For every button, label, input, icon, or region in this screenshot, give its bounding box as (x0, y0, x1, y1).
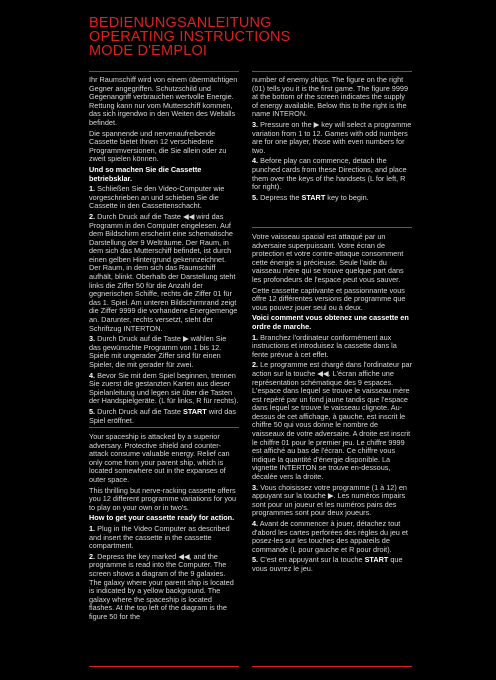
english-intro: Your spaceship is attacked by a superior adversary. Protective shield and counter-attack consume valuable energy. Relief can only come from your parent ship, which is located somewhere out in the expanses of outer space. (89, 432, 230, 484)
german-section (89, 76, 239, 427)
english-step-5: 5. Depress the START key to begin. (252, 192, 369, 202)
german-intro-2: Die spannende und nervenaufreibende Cassette bietet Ihnen 12 verschiedene Programmversionen, die Sie allein oder zu zweit spielen können. (89, 128, 227, 164)
french-step-2: 2. Le programme est chargé dans l'ordinateur par action sur la touche ◀◀. L'écran affiche une représentation schématique des 9 espaces. L'espace dans lequel se trouve le vaisseau mère est repéré par un fond jaune tandis que l'espace dans lequel se trouve le vaisseau clignote. Au-dessus de cet affichage, à gauche, est inscrit le chiffre 50 qui vous donne le nombre de vaisseaux de votre adversaire. A droite est inscrit le chiffre 01 pour le premier jeu. Le chiffre 9999 est affiché au bas de l'écran. Ce chiffre vous indique la quantité d'énergie disponible. La vignette INTERTON se trouve en-dessous, décalée vers la droite. (252, 360, 412, 482)
french-intro: Votre vaisseau spacial est attaqué par un adversaire superpuissant. Votre écran de protection et votre contre-attaque consomment cette énergie si précieuse. Seule l'aide du vaisseau mère qui se trouve quelque part dans les profondeurs de l'espace peut vous sauver. (252, 232, 404, 284)
french-step-4: 4. Avant de commencer à jouer, détachez tout d'abord les cartes perforées des règles du jeu et posez-les sur les touches des appareils de commande (L pour gauche et R pour droit). (252, 519, 408, 554)
divider-top-right (252, 71, 412, 72)
german-step-1: 1. Schließen Sie den Video-Computer wie vorgeschrieben an und schieben Sie die Cassette in den Cassettenschacht. (89, 184, 225, 211)
title-block (89, 16, 419, 58)
french-step-5: 5. C'est en appuyant sur la touche START que vous ouvrez le jeu. (252, 555, 403, 573)
german-step-4: 4. Bevor Sie mit dem Spiel beginnen, trennen Sie zuerst die gestanzten Karten aus dieser Spielanleitung und legen sie über die Tasten der Handspielgeräte. (L für links, R für rechts). (89, 370, 239, 406)
german-step-5: 5. Durch Druck auf die Taste START wird das Spiel eröffnet. (89, 406, 236, 425)
english-heading: How to get your cassette ready for action. (89, 513, 235, 523)
title-german: BEDIENUNGSANLEITUNG (89, 15, 272, 31)
english-step-3: 3. Pressure on the ▶ key will select a programme variation from 1 to 12. Games with odd numbers are for one player, those with even numbers for two. (252, 119, 412, 155)
divider-top-left (89, 71, 239, 72)
french-heading: Voici comment vous obtenez une cassette en ordre de marche. (252, 313, 409, 331)
german-step-3: 3. Durch Druck auf die Taste ▶ wählen Sie das gewünschte Programm von 1 bis 12. Spiele mit ungerader Ziffer sind für einen Spieler, die mit gerader für zwei. (89, 334, 227, 369)
german-intro: Ihr Raumschiff wird von einem übermächtigen Gegner angegriffen. Schutzschild und Gegenangriff verbrauchen wertvolle Energie. Rettung kann nur vom Mutterschiff kommen, das sich irgendwo in den Weiten des Weltalls befindet. (89, 75, 238, 127)
divider-mid-right (252, 227, 412, 228)
french-step-3: 3. Vous choisissez votre programme (1 à 12) en appuyant sur la touche ▶. Les numéros impairs sont pour un joueur et les numéros pairs des programmes sont pour deux joueurs. (252, 482, 407, 518)
english-step-4: 4. Before play can commence, detach the punched cards from these Directions, and place them over the keys of the handsets (L for left, R for right). (252, 156, 407, 192)
french-section (252, 233, 412, 576)
divider-bottom-right (252, 666, 412, 667)
title-french: MODE D'EMPLOI (89, 43, 208, 59)
french-intro-2: Cette cassette captivante et passionnante vous offre 12 différentes versions de programme que vous pouvez jouer seul ou à deux. (252, 285, 406, 312)
french-step-1: 1. Branchez l'ordinateur conformément aux instructions et introduisez la cassette dans la fente prévue à cet effet. (252, 332, 397, 359)
english-intro-2: This thrilling but nerve-racking cassette offers you 12 different programme variations for you to play on your own or in two's. (89, 485, 237, 512)
english-continued-text: number of enemy ships. The figure on the right (01) tells you it is the first game. The figure 9999 at the bottom of the screen indicates the supply of energy available. Below this to the right is the name INTERON. (252, 75, 409, 119)
english-step-2: 2. Depress the key marked ◀◀, and the programme is read into the Computer. The screen shows a diagram of the 9 galaxies. The galaxy where your parent ship is located is indicated by a yellow background. The galaxy where the spaceship is located flashes. At the top left of the diagram is the figure 50 for the (89, 551, 234, 621)
english-step-1: 1. Plug in the Video Computer as described and insert the cassette in the cassette compartment. (89, 523, 230, 551)
title-english: OPERATING INSTRUCTIONS (89, 29, 291, 45)
divider-bottom-left (89, 666, 239, 667)
german-heading: Und so machen Sie die Cassette betriebsklar. (89, 164, 202, 183)
english-section (89, 433, 239, 623)
english-continued-section (252, 76, 412, 204)
german-step-2: 2. Durch Druck auf die Taste ◀◀ wird das Programm in den Computer eingelesen. Auf dem Bildschirm erscheint eine schematische Darstellung der 9 Welträume. Der Raum, in dem sich das Mutterschiff befindet, ist durch einen gelben Hintergrund gekennzeichnet. Der Raum, in dem sich das Raumschiff aufhält, blinkt. Oberhalb der Darstellung steht links die Ziffer 50 für die Anzahl der gegnerischen Schiffe, rechts die Ziffer 01 für das 1. Spiel. Am unteren Bildschirmrand zeigt die Ziffer 9999 die vorhandene Energiemenge an. Darunter, rechts versetzt, steht der Schriftzug INTERTON. (89, 211, 238, 333)
